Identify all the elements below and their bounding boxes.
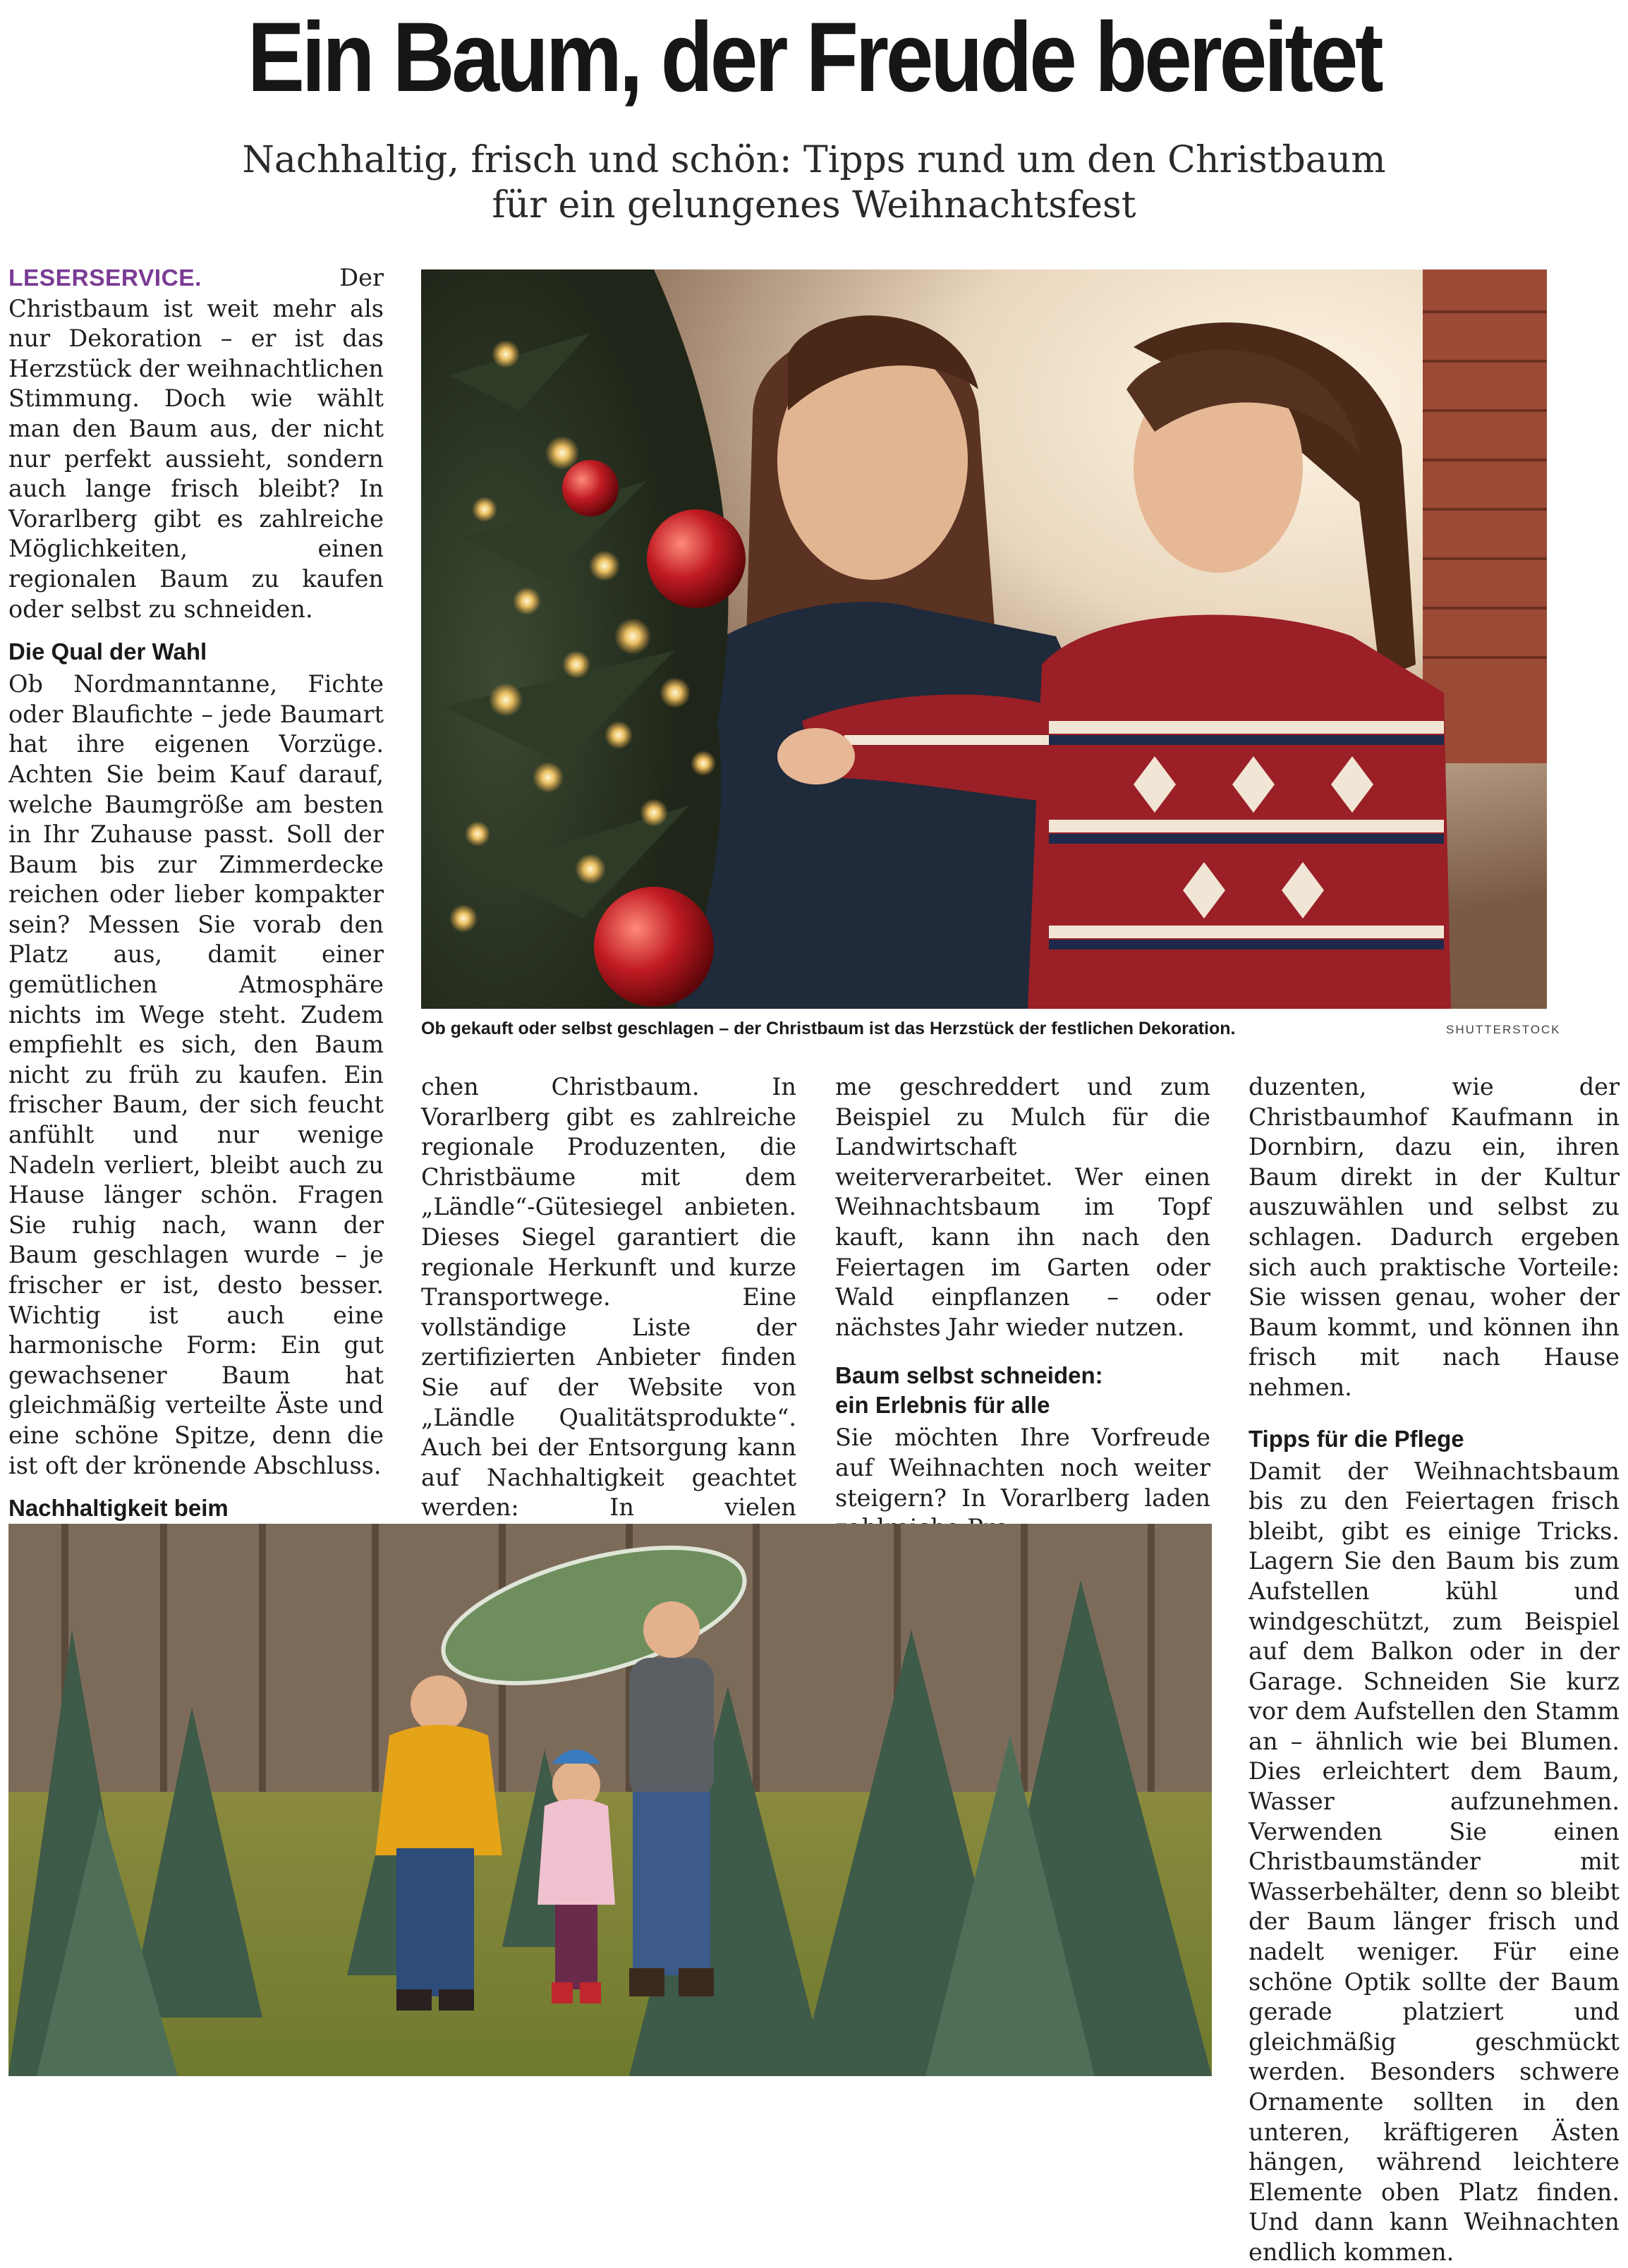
- qual-paragraph: Ob Nordmanntanne, Fichte oder Blaufichte – jede Baumart hat ihre eigenen Vorzüge. Achten Sie beim Kauf darauf, welche Baumgröße am besten in Ihr Zuhause passt. Soll der Baum bis zur Zimmerdecke reichen oder lieber kompakter sein? Messen Sie vorab den Platz aus, damit einer gemütlichen Atmosphäre nichts im Wege steht. Zudem empfiehlt es sich, den Baum nicht zu früh zu kaufen. Ein frischer Baum, der sich feucht anfühlt und nur wenige Nadeln verliert, bleibt auch zu Hause länger schön. Fragen Sie ruhig nach, wann der Baum geschlagen wurde – je frischer er ist, desto besser. Wichtig ist auch eine harmonische Form: Ein gut gewachsener Baum hat gleichmäßig verteilte Äste und eine schöne Spitze, denn die ist oft der krönende Abschluss.: [8, 670, 384, 1479]
- column-1: [8, 263, 384, 1615]
- subheadline-line-2: für ein gelungenes Weihnachtsfest: [492, 184, 1136, 226]
- nachhaltigkeit-paragraph-end: me geschreddert und zum Beispiel zu Mulch für die Landwirtschaft weiterverarbeitet. Wer einen Weihnachtsbaum im Topf kauft, kann ihn nach den Feiertagen im Garten oder Wald einpflanzen – oder nächstes Jahr wieder nutzen.: [835, 1073, 1210, 1341]
- heading-tipps-fuer-die-pflege: Tipps für die Pflege: [1249, 1425, 1464, 1452]
- photo-family-christmas-tree-farm: [8, 1524, 1212, 2076]
- intro-text: Der Christbaum ist weit mehr als nur Dekoration – er ist das Herzstück der weihnachtlichen Stimmung. Doch wie wählt man den Baum aus, der nicht nur perfekt aussieht, sondern auch lange frisch bleibt? In Vorarlberg gibt es zahlreiche Möglichkeiten, einen regionalen Baum zu kaufen oder selbst zu schneiden.: [8, 264, 384, 623]
- heading-qual-der-wahl: Die Qual der Wahl: [8, 638, 207, 665]
- headline: Ein Baum, der Freude bereitet: [247, 1, 1381, 112]
- pflege-paragraph: Damit der Weihnachtsbaum bis zu den Feiertagen frisch bleibt, gibt es einige Tricks. Lagern Sie den Baum bis zum Aufstellen kühl und windgeschützt, zum Beispiel auf dem Balkon oder in der Garage. Schneiden Sie kurz vor dem Aufstellen den Stamm an – ähnlich wie bei Blumen. Dies erleichtert dem Baum, Wasser aufzunehmen. Verwenden Sie einen Christbaumständer mit Wasserbehälter, denn so bleibt der Baum länger frisch und nadelt weniger. Für eine schöne Optik sollte der Baum gerade platziert und gleichmäßig geschmückt werden. Besonders schwere Ornamente sollten in den unteren, kräftigeren Ästen hängen, während leichtere Elemente oben Platz finden. Und dann kann Weihnachten endlich kommen.: [1249, 1457, 1620, 2266]
- subheadline-line-1: Nachhaltig, frisch und schön: Tipps rund um den Christbaum: [242, 139, 1386, 181]
- column-2: [421, 1072, 796, 1583]
- column-3: [835, 1072, 1210, 1544]
- intro-paragraph: [8, 263, 384, 624]
- schneiden-paragraph-continued: duzenten, wie der Christbaumhof Kaufmann in Dornbirn, dazu ein, ihren Baum direkt in der Kultur auszuwählen und selbst zu schlagen. Dadurch ergeben sich auch praktische Vorteile: Sie wissen genau, woher der Baum kommt, und können ihn frisch mit nach Hause nehmen.: [1249, 1073, 1620, 1401]
- photo-1-credit: SHUTTERSTOCK: [1446, 1023, 1561, 1036]
- column-4: [1249, 1072, 1620, 2268]
- nachhaltigkeit-paragraph-continued: chen Christbaum. In Vorarlberg gibt es zahlreiche regionale Produzenten, die Christbäume mit dem „Ländle“-Gütesiegel anbieten. Dieses Siegel garantiert die regionale Herkunft und kurze Transportwege. Eine vollständige Liste der zertifizierten Anbieter finden Sie auf der Website von „Ländle Qualitätsprodukte“. Auch bei der Entsorgung kann auf Nachhaltigkeit geachtet werden: In vielen: [421, 1073, 796, 1522]
- heading-nachhaltigkeit: Nachhaltigkeit beim: [8, 1495, 229, 1522]
- subheadline: [0, 138, 1628, 228]
- photo-1-caption: Ob gekauft oder selbst geschlagen – der Christbaum ist das Herzstück der festlichen Dekoration.: [421, 1019, 1236, 1038]
- kicker: LESERSERVICE.: [8, 265, 202, 291]
- schneiden-paragraph-start: Sie möchten Ihre Vorfreude auf Weihnachten noch weiter steigern? In Vorarlberg laden: [835, 1424, 1210, 1512]
- heading-baum-selbst-schneiden: Baum selbst schneiden: ein Erlebnis für alle: [835, 1362, 1103, 1419]
- photo-christmas-tree-decorating: [421, 269, 1547, 1009]
